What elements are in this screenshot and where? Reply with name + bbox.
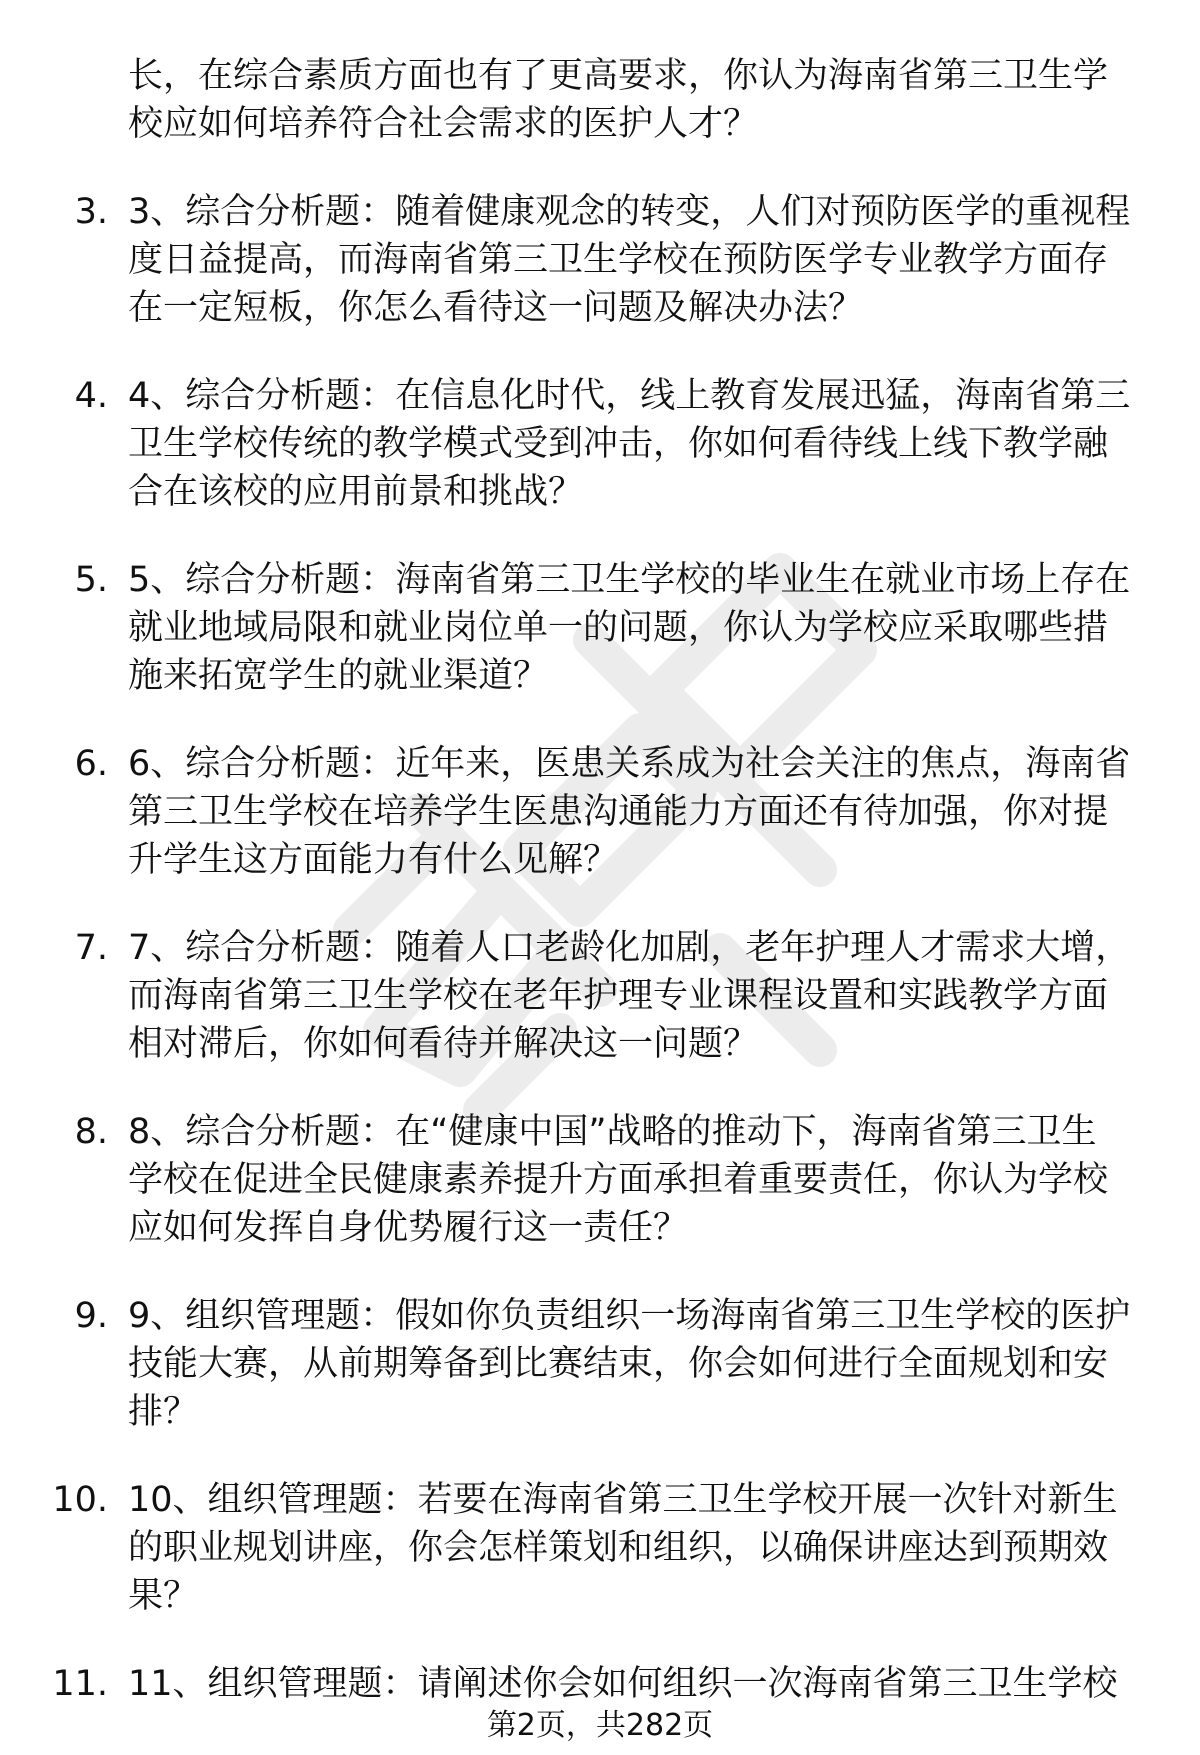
question-line: 而海南省第三卫生学校在老年护理专业课程设置和实践教学方面 — [128, 976, 1109, 1016]
question-line: 应如何发挥自身优势履行这一责任？ — [128, 1208, 689, 1248]
question-line: 3、综合分析题：随着健康观念的转变，人们对预防医学的重视程 — [128, 192, 1131, 232]
question-line: 的职业规划讲座，你会怎样策划和组织，以确保讲座达到预期效 — [128, 1528, 1109, 1568]
question-line: 9、组织管理题：假如你负责组织一场海南省第三卫生学校的医护 — [128, 1296, 1131, 1336]
question-line: 第三卫生学校在培养学生医患沟通能力方面还有待加强，你对提 — [128, 792, 1109, 832]
question-line: 10、组织管理题：若要在海南省第三卫生学校开展一次针对新生 — [128, 1480, 1118, 1520]
list-item-question-6 — [0, 740, 1200, 884]
question-line: 度日益提高，而海南省第三卫生学校在预防医学专业教学方面存 — [128, 240, 1109, 280]
list-item-question-9 — [0, 1292, 1200, 1436]
question-line: 技能大赛，从前期筹备到比赛结束，你会如何进行全面规划和安 — [128, 1344, 1109, 1384]
continuation-block — [0, 52, 1200, 148]
list-item-question-4 — [0, 372, 1200, 516]
page-footer: 第2页，共282页 — [486, 1708, 714, 1743]
list-item-number: 11. — [52, 1664, 108, 1704]
question-line: 施来拓宽学生的就业渠道？ — [128, 656, 549, 696]
list-item-number: 8. — [74, 1112, 108, 1152]
question-line: 卫生学校传统的教学模式受到冲击，你如何看待线上线下教学融 — [128, 424, 1109, 464]
list-item-question-7 — [0, 924, 1200, 1068]
list-item-number: 10. — [52, 1480, 108, 1520]
question-line: 排？ — [128, 1392, 199, 1432]
question-line: 5、综合分析题：海南省第三卫生学校的毕业生在就业市场上存在 — [128, 560, 1131, 600]
list-item-question-10 — [0, 1476, 1200, 1620]
list-item-number: 3. — [74, 192, 108, 232]
list-item-number: 6. — [74, 744, 108, 784]
question-line: 就业地域局限和就业岗位单一的问题，你认为学校应采取哪些措 — [128, 608, 1109, 648]
question-line: 学校在促进全民健康素养提升方面承担着重要责任，你认为学校 — [128, 1160, 1109, 1200]
question-line: 果？ — [128, 1576, 199, 1616]
question-list — [0, 52, 1200, 1708]
question-line: 合在该校的应用前景和挑战？ — [128, 472, 584, 512]
question-line: 4、综合分析题：在信息化时代，线上教育发展迅猛，海南省第三 — [128, 376, 1131, 416]
question-line: 8、综合分析题：在“健康中国”战略的推动下，海南省第三卫生 — [128, 1112, 1097, 1152]
continuation-line: 长，在综合素质方面也有了更高要求，你认为海南省第三卫生学 — [128, 56, 1109, 96]
list-item-question-11 — [0, 1660, 1200, 1708]
question-line: 升学生这方面能力有什么见解？ — [128, 840, 619, 880]
continuation-line: 校应如何培养符合社会需求的医护人才？ — [128, 104, 759, 144]
list-item-number: 5. — [74, 560, 108, 600]
list-item-question-5 — [0, 556, 1200, 700]
list-item-number: 7. — [74, 928, 108, 968]
list-item-question-8 — [0, 1108, 1200, 1252]
list-item-number: 4. — [74, 376, 108, 416]
question-line: 7、综合分析题：随着人口老龄化加剧，老年护理人才需求大增， — [128, 928, 1131, 968]
question-line: 6、综合分析题：近年来，医患关系成为社会关注的焦点，海南省 — [128, 744, 1131, 784]
list-item-number: 9. — [74, 1296, 108, 1336]
question-line: 相对滞后，你如何看待并解决这一问题？ — [128, 1024, 759, 1064]
question-line: 在一定短板，你怎么看待这一问题及解决办法？ — [128, 288, 864, 328]
list-item-question-3 — [0, 188, 1200, 332]
question-line: 11、组织管理题：请阐述你会如何组织一次海南省第三卫生学校 — [128, 1664, 1118, 1704]
